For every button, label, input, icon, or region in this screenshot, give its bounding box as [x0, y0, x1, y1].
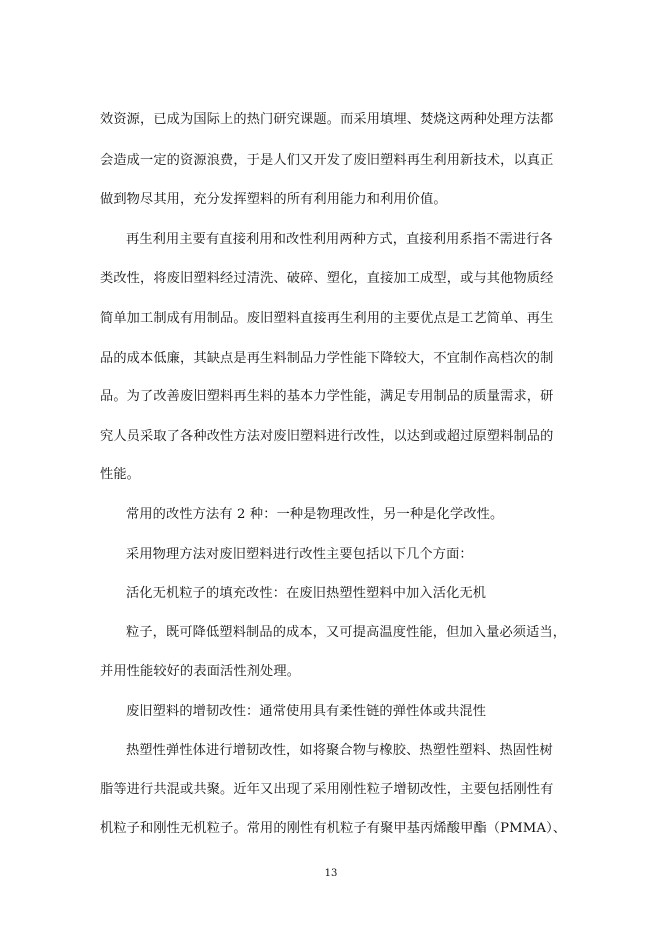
- text-line: 脂等进行共混或共聚。近年又出现了采用刚性粒子增韧改性，主要包括刚性有: [100, 782, 554, 797]
- text-line: 性能。: [100, 467, 141, 482]
- text-line: 类改性，将废旧塑料经过清洗、破碎、塑化，直接加工成型，或与其他物质经: [100, 271, 554, 286]
- paragraph-first-line: 常用的改性方法有 2 种：一种是物理改性，另一种是化学改性。: [126, 507, 504, 522]
- paragraph-first-line: 采用物理方法对废旧塑料进行改性主要包括以下几个方面：: [126, 547, 473, 562]
- text-line: 简单加工制成有用制品。废旧塑料直接再生利用的主要优点是工艺简单、再生: [100, 311, 554, 326]
- text-line: 机粒子和刚性无机粒子。常用的刚性有机粒子有聚甲基丙烯酸甲酯（PMMA）、: [100, 821, 567, 836]
- text-line: 会造成一定的资源浪费，于是人们又开发了废旧塑料再生利用新技术，以真正: [100, 153, 554, 168]
- text-line: 品。为了改善废旧塑料再生料的基本力学性能，满足专用制品的质量需求，研: [100, 389, 554, 404]
- page-number: 13: [324, 868, 338, 879]
- text-line: 究人员采取了各种改性方法对废旧塑料进行改性，以达到或超过原塑料制品的: [100, 429, 554, 444]
- text-line: 效资源，已成为国际上的热门研究课题。而采用填埋、焚烧这两种处理方法都: [100, 112, 554, 127]
- text-line: 做到物尽其用，充分发挥塑料的所有利用能力和利用价值。: [100, 192, 447, 207]
- text-line: 粒子，既可降低塑料制品的成本，又可提高温度性能，但加入量必须适当，: [126, 625, 567, 640]
- text-line: 品的成本低廉，其缺点是再生料制品力学性能下降较大，不宜制作高档次的制: [100, 351, 554, 366]
- text-line: 并用性能较好的表面活性剂处理。: [100, 664, 301, 679]
- paragraph-first-line: 再生利用主要有直接利用和改性利用两种方式，直接利用系指不需进行各: [126, 232, 553, 247]
- paragraph-first-line: 废旧塑料的增韧改性：通常使用具有柔性链的弹性体或共混性: [126, 704, 487, 719]
- paragraph-first-line: 活化无机粒子的填充改性：在废旧热塑性塑料中加入活化无机: [126, 586, 487, 601]
- text-line: 热塑性弹性体进行增韧改性，如将聚合物与橡胶、热塑性塑料、热固性树: [126, 743, 553, 758]
